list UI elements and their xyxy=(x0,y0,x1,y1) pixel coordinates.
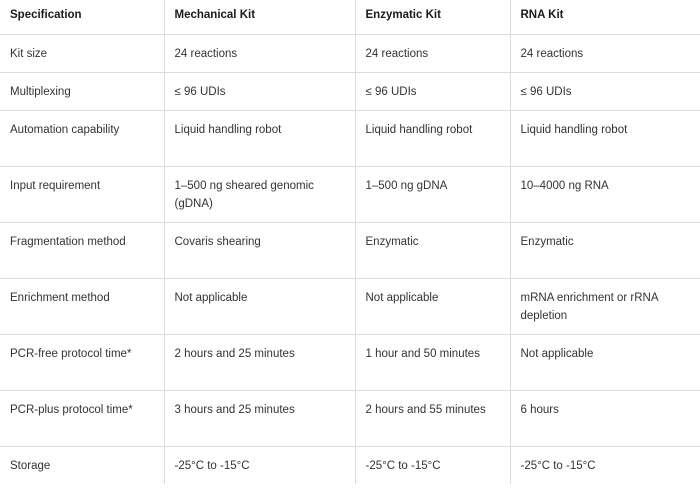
mechanical-kit-cell: 3 hours and 25 minutes xyxy=(164,390,355,446)
table-row-enrichment-method xyxy=(0,278,700,334)
rna-kit-cell: 24 reactions xyxy=(510,34,700,72)
table-row-storage xyxy=(0,446,700,484)
header-row xyxy=(0,0,700,34)
enzymatic-kit-cell: Enzymatic xyxy=(355,222,510,278)
enzymatic-kit-cell: ≤ 96 UDIs xyxy=(355,72,510,110)
row-label: PCR-free protocol time* xyxy=(0,334,164,390)
row-label: PCR-plus protocol time* xyxy=(0,390,164,446)
header-rna-kit: RNA Kit xyxy=(510,0,700,34)
rna-kit-cell: mRNA enrichment or rRNA depletion xyxy=(510,278,700,334)
row-label: Enrichment method xyxy=(0,278,164,334)
enzymatic-kit-cell: 2 hours and 55 minutes xyxy=(355,390,510,446)
rna-kit-cell: Not applicable xyxy=(510,334,700,390)
rna-kit-cell: 6 hours xyxy=(510,390,700,446)
row-label: Fragmentation method xyxy=(0,222,164,278)
table-header xyxy=(0,0,700,34)
enzymatic-kit-cell: -25°C to -15°C xyxy=(355,446,510,484)
mechanical-kit-cell: -25°C to -15°C xyxy=(164,446,355,484)
mechanical-kit-cell: Covaris shearing xyxy=(164,222,355,278)
header-enzymatic-kit: Enzymatic Kit xyxy=(355,0,510,34)
mechanical-kit-cell: 2 hours and 25 minutes xyxy=(164,334,355,390)
mechanical-kit-cell: 24 reactions xyxy=(164,34,355,72)
row-label: Storage xyxy=(0,446,164,484)
mechanical-kit-cell: Not applicable xyxy=(164,278,355,334)
row-label: Input requirement xyxy=(0,166,164,222)
row-label: Automation capability xyxy=(0,110,164,166)
table-row-multiplexing xyxy=(0,72,700,110)
rna-kit-cell: 10–4000 ng RNA xyxy=(510,166,700,222)
mechanical-kit-cell: Liquid handling robot xyxy=(164,110,355,166)
header-specification: Specification xyxy=(0,0,164,34)
table-row-pcr-free-protocol-time xyxy=(0,334,700,390)
header-mechanical-kit: Mechanical Kit xyxy=(164,0,355,34)
table-row-pcr-plus-protocol-time xyxy=(0,390,700,446)
row-label: Kit size xyxy=(0,34,164,72)
enzymatic-kit-cell: Liquid handling robot xyxy=(355,110,510,166)
mechanical-kit-cell: ≤ 96 UDIs xyxy=(164,72,355,110)
table-row-fragmentation-method xyxy=(0,222,700,278)
mechanical-kit-cell: 1–500 ng sheared genomic (gDNA) xyxy=(164,166,355,222)
enzymatic-kit-cell: Not applicable xyxy=(355,278,510,334)
rna-kit-cell: Liquid handling robot xyxy=(510,110,700,166)
row-label: Multiplexing xyxy=(0,72,164,110)
table-row-input-requirement xyxy=(0,166,700,222)
table-row-automation-capability xyxy=(0,110,700,166)
rna-kit-cell: Enzymatic xyxy=(510,222,700,278)
table-row-kit-size xyxy=(0,34,700,72)
rna-kit-cell: -25°C to -15°C xyxy=(520,459,596,472)
rna-kit-cell: ≤ 96 UDIs xyxy=(510,72,700,110)
table-body xyxy=(0,34,700,484)
enzymatic-kit-cell: 1 hour and 50 minutes xyxy=(355,334,510,390)
enzymatic-kit-cell: 1–500 ng gDNA xyxy=(355,166,510,222)
enzymatic-kit-cell: 24 reactions xyxy=(355,34,510,72)
